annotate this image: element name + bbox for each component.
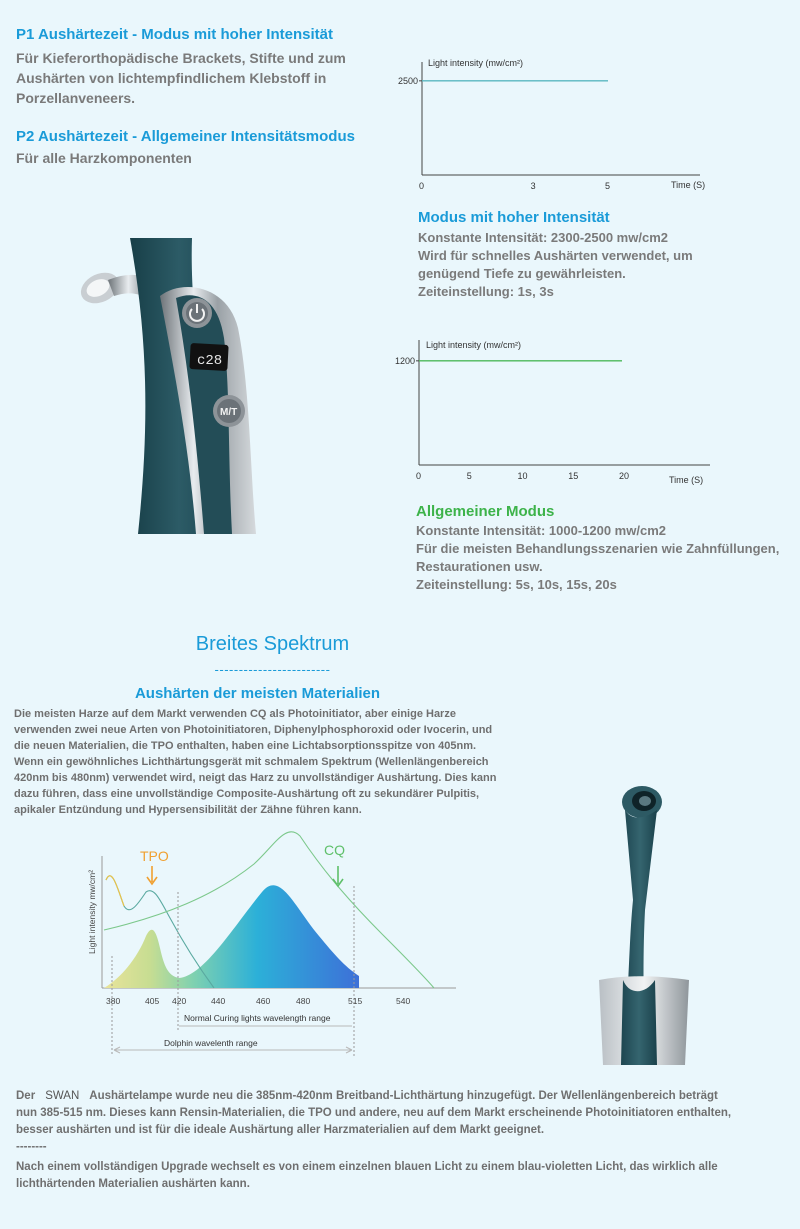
bottom-line-5: lichthärtenden Materialien aushärten kann.: [16, 1178, 250, 1190]
x-tick-label: 10: [517, 471, 528, 481]
general-mode-line: Konstante Intensität: 1000-1200 mw/cm2: [416, 523, 666, 538]
spectrum-diagram: [84, 826, 464, 1062]
general-mode-line: Für die meisten Behandlungsszenarien wie Zahnfüllungen,: [416, 541, 780, 556]
cq-label: CQ: [324, 842, 345, 858]
paragraph-line: dazu führen, dass eine unvollständige Composite-Aushärtung oft zu sekundärer Pulpitis,: [14, 788, 480, 800]
p1-title: P1 Aushärtezeit - Modus mit hoher Intensität: [16, 26, 333, 43]
paragraph-line: 420nm bis 480nm) verwendet wird, neigt das Harz zu unvollständiger Aushärtung. Dies kann: [14, 772, 497, 784]
x-tick-label: 0: [416, 471, 422, 481]
high-mode-title: Modus mit hoher Intensität: [418, 209, 610, 226]
paragraph-line: die neuen Materialien, die TPO enthalten, haben eine Lichtabsorptionsspitze von 405nm.: [14, 740, 477, 752]
y-tick-label: 1200: [395, 355, 416, 366]
tick-540: 540: [396, 996, 411, 1006]
x-tick-label: 15: [568, 471, 579, 481]
tick-405: 405: [145, 996, 160, 1006]
general-intensity-chart: [380, 332, 720, 492]
high-intensity-chart: [380, 50, 720, 200]
x-tick-label: 5: [466, 471, 472, 481]
chart1-ylabel: Light intensity (mw/cm²): [428, 58, 524, 68]
device-screen-value: c28: [197, 353, 223, 369]
bottom-line-1: [16, 1088, 791, 1105]
spectrum-divider: ------------------------: [214, 662, 331, 677]
brand-name: SWAN: [45, 1090, 80, 1102]
high-mode-line: Wird für schnelles Aushärten verwendet, um: [418, 248, 693, 263]
p2-title: P2 Aushärtezeit - Allgemeiner Intensitätsmodus: [16, 128, 355, 145]
bottom-separator: --------: [16, 1141, 47, 1153]
spectrum-title: Breites Spektrum: [195, 633, 350, 655]
dolphin-range-label: Dolphin wavelenth range: [164, 1038, 258, 1048]
p1-text: [16, 48, 346, 108]
general-mode-details: [416, 522, 779, 594]
mt-button-label: M/T: [220, 407, 238, 418]
tick-380: 380: [106, 996, 121, 1006]
general-mode-line: Zeiteinstellung: 5s, 10s, 15s, 20s: [416, 577, 617, 592]
chart1-xlabel: Time (S): [671, 180, 706, 190]
dolphin-emission-spectrum: [104, 885, 359, 988]
paragraph-line: verwenden zwei neue Arten von Photoinitiatoren, Diphenylphosphoroxid oder Ivocerin, und: [14, 724, 493, 736]
bottom-line-3: besser aushärten und ist für die ideale Aushärtung aller Harzmaterialien auf dem Markt geeignet.: [16, 1124, 545, 1136]
chart2-ylabel: Light intensity (mw/cm²): [426, 340, 522, 350]
x-tick-label: 20: [619, 471, 630, 481]
x-tick-label: 0: [419, 181, 425, 191]
curing-light-device-image: [78, 238, 268, 534]
spectrum-subtitle: Aushärten der meisten Materialien: [134, 685, 381, 702]
tpo-curve-start: [106, 876, 124, 906]
paragraph-line: Die meisten Harze auf dem Markt verwenden CQ als Photoinitiator, aber einige Harze: [14, 708, 456, 720]
paragraph-line: apikaler Entzündung und Hypersensibilität der Zähne führen kann.: [14, 804, 362, 816]
high-mode-line: Konstante Intensität: 2300-2500 mw/cm2: [418, 230, 668, 245]
tick-440: 440: [211, 996, 226, 1006]
spectrum-paragraph: [14, 706, 554, 818]
bottom-line1-start: Der: [16, 1090, 36, 1102]
general-mode-title: Allgemeiner Modus: [416, 503, 555, 520]
p1-text-line: Für Kieferorthopädische Brackets, Stifte und zum: [16, 50, 346, 66]
tick-480: 480: [296, 996, 311, 1006]
high-mode-line: Zeiteinstellung: 1s, 3s: [418, 284, 554, 299]
bottom-text: [16, 1088, 791, 1193]
curing-light-side-image: [585, 780, 695, 1065]
chart2-xlabel: Time (S): [669, 475, 704, 485]
high-mode-line: genügend Tiefe zu gewährleisten.: [418, 266, 626, 281]
bottom-line-2: nun 385-515 nm. Dieses kann Rensin-Materialien, die TPO und andere, neu auf dem Markt erscheinende Photoinitiatoren enthalten,: [16, 1107, 732, 1119]
p1-text-line: Porzellanveneers.: [16, 90, 136, 106]
p1-text-line: Aushärten von lichtempfindlichem Klebstoff in: [16, 70, 327, 86]
normal-range-label: Normal Curing lights wavelength range: [184, 1013, 331, 1023]
tick-460: 460: [256, 996, 271, 1006]
tpo-arrow: [147, 866, 157, 884]
tick-420: 420: [172, 996, 187, 1006]
x-tick-label: 5: [605, 181, 611, 191]
general-mode-line: Restaurationen usw.: [416, 559, 543, 574]
bottom-line-4: Nach einem vollständigen Upgrade wechselt es von einem einzelnen blauen Licht zu einem blau-violetten Licht, das wirklich alle: [16, 1161, 718, 1173]
y-tick-label: 2500: [398, 75, 419, 86]
x-tick-label: 3: [530, 181, 536, 191]
high-mode-details: [418, 229, 693, 301]
spectrum-ylabel: Light intensity mw/cm²: [87, 869, 97, 954]
bottom-line1-end: Aushärtelampe wurde neu die 385nm-420nm Breitband-Lichthärtung hinzugefügt. Der Wellenlängenbereich beträgt: [89, 1090, 718, 1102]
tpo-label: TPO: [140, 848, 169, 864]
paragraph-line: Wenn ein gewöhnliches Lichthärtungsgerät mit schmalem Spektrum (Wellenlängenbereich: [14, 756, 489, 768]
cq-arrow: [333, 866, 343, 886]
tick-515: 515: [348, 996, 363, 1006]
p2-text: Für alle Harzkomponenten: [16, 150, 192, 166]
